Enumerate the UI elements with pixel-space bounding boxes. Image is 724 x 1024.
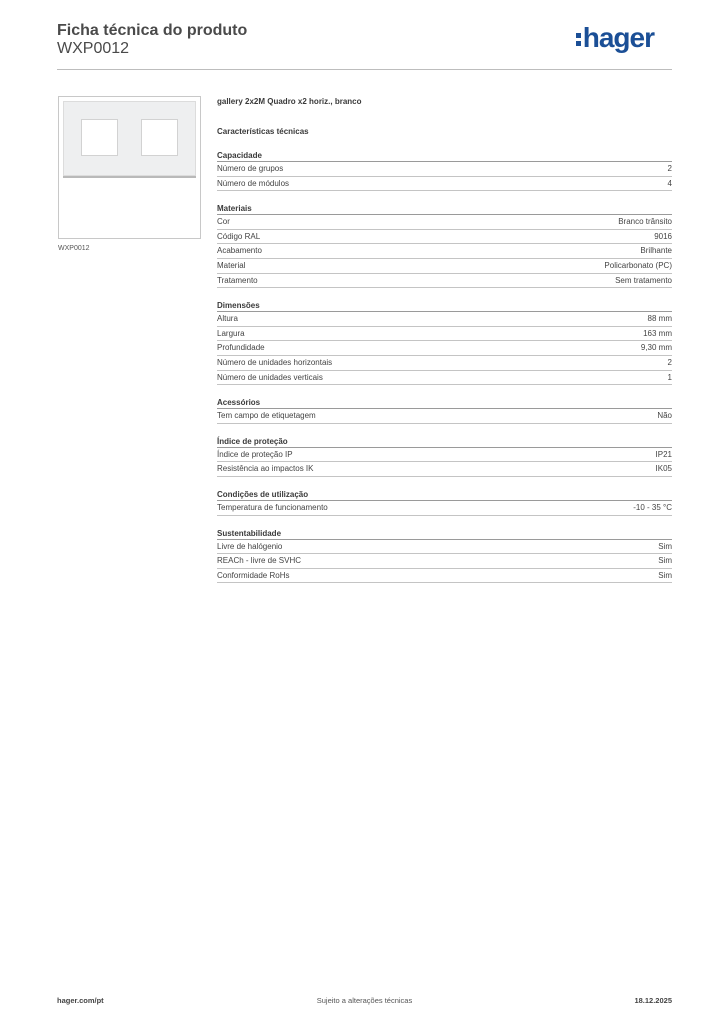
- spec-label: Material: [217, 260, 246, 270]
- spec-row: [217, 312, 672, 327]
- spec-value: Não: [657, 411, 672, 421]
- spec-group: [217, 300, 672, 385]
- spec-row: [217, 274, 672, 289]
- spec-group-title: Materiais: [217, 203, 672, 215]
- spec-row: [217, 327, 672, 342]
- spec-group: [217, 203, 672, 288]
- spec-value: 88 mm: [647, 314, 672, 324]
- spec-value: 2: [667, 164, 672, 173]
- spec-value: Branco trânsito: [618, 217, 672, 227]
- spec-value: Sem tratamento: [615, 275, 672, 285]
- spec-row: [217, 341, 672, 356]
- image-caption: WXP0012: [58, 245, 90, 252]
- spec-row: [217, 409, 672, 424]
- spec-label: Número de grupos: [217, 164, 284, 173]
- logo-dots-icon: [576, 30, 581, 49]
- spec-group: [217, 528, 672, 584]
- spec-group-title: Índice de proteção: [217, 436, 672, 448]
- spec-value: Sim: [658, 570, 672, 580]
- spec-value: 2: [667, 357, 672, 367]
- spec-label: Largura: [217, 328, 245, 338]
- spec-label: Número de módulos: [217, 178, 290, 188]
- document-title: Ficha técnica do produto: [57, 22, 248, 39]
- spec-row: [217, 215, 672, 230]
- spec-label: Número de unidades horizontais: [217, 357, 333, 367]
- spec-row: [217, 462, 672, 477]
- spec-group-title: Dimensões: [217, 300, 672, 312]
- spec-label: Temperatura de funcionamento: [217, 502, 328, 512]
- product-image: [58, 96, 201, 239]
- spec-row: [217, 259, 672, 274]
- spec-group: [217, 489, 672, 516]
- spec-label: Código RAL: [217, 231, 261, 241]
- spec-value: 9,30 mm: [640, 343, 672, 353]
- spec-value: 9016: [654, 231, 672, 241]
- spec-row: [217, 371, 672, 386]
- spec-label: Altura: [217, 314, 238, 324]
- spec-sheet: [217, 96, 672, 583]
- spec-row: [217, 554, 672, 569]
- spec-row: [217, 448, 672, 463]
- spec-value: 1: [667, 372, 672, 382]
- spec-label: Tem campo de etiquetagem: [217, 411, 316, 421]
- plate-opening-left: [81, 119, 118, 156]
- spec-group-title: Sustentabilidade: [217, 528, 672, 540]
- spec-label: Livre de halógenio: [217, 541, 283, 551]
- spec-value: IP21: [655, 449, 672, 459]
- spec-value: Policarbonato (PC): [604, 260, 672, 270]
- cover-plate-illustration: [63, 101, 196, 176]
- spec-group-title: Capacidade: [217, 150, 672, 162]
- spec-label: Conformidade RoHs: [217, 570, 290, 580]
- spec-row: [217, 230, 672, 245]
- spec-row: [217, 501, 672, 516]
- spec-row: [217, 244, 672, 259]
- plate-opening-right: [141, 119, 178, 156]
- spec-label: Tratamento: [217, 275, 258, 285]
- product-name: gallery 2x2M Quadro x2 horiz., branco: [217, 97, 362, 106]
- spec-value: Brilhante: [640, 246, 672, 256]
- spec-label: REACh - livre de SVHC: [217, 556, 302, 566]
- spec-label: Índice de proteção IP: [217, 449, 293, 459]
- spec-group-title: Acessórios: [217, 397, 672, 409]
- spec-group: [217, 436, 672, 477]
- spec-heading: Características técnicas: [217, 127, 309, 136]
- logo-text: hager: [582, 22, 654, 53]
- page-footer: [57, 996, 672, 1010]
- spec-row: [217, 569, 672, 584]
- footer-date: 18.12.2025: [634, 996, 672, 1005]
- spec-group: [217, 150, 672, 191]
- spec-row: [217, 540, 672, 555]
- spec-group: [217, 397, 672, 424]
- spec-row: [217, 356, 672, 371]
- spec-row: [217, 162, 672, 177]
- footer-notice: Sujeito a alterações técnicas: [316, 996, 413, 1005]
- spec-value: -10 - 35 °C: [633, 502, 672, 512]
- spec-label: Cor: [217, 217, 230, 227]
- spec-value: IK05: [655, 464, 672, 474]
- spec-label: Resistência ao impactos IK: [217, 464, 314, 474]
- hager-logo: [576, 22, 654, 54]
- spec-group-title: Condições de utilização: [217, 489, 672, 501]
- spec-groups: [217, 150, 672, 583]
- spec-label: Acabamento: [217, 246, 262, 256]
- product-code: WXP0012: [57, 40, 130, 57]
- spec-value: Sim: [658, 541, 672, 551]
- spec-value: 4: [667, 178, 672, 188]
- spec-label: Número de unidades verticais: [217, 372, 323, 382]
- spec-value: 163 mm: [643, 328, 672, 338]
- spec-value: Sim: [658, 556, 672, 566]
- plate-edge: [63, 176, 196, 178]
- footer-website: hager.com/pt: [57, 996, 104, 1005]
- spec-label: Profundidade: [217, 343, 265, 353]
- page-header: [57, 20, 672, 70]
- spec-row: [217, 177, 672, 192]
